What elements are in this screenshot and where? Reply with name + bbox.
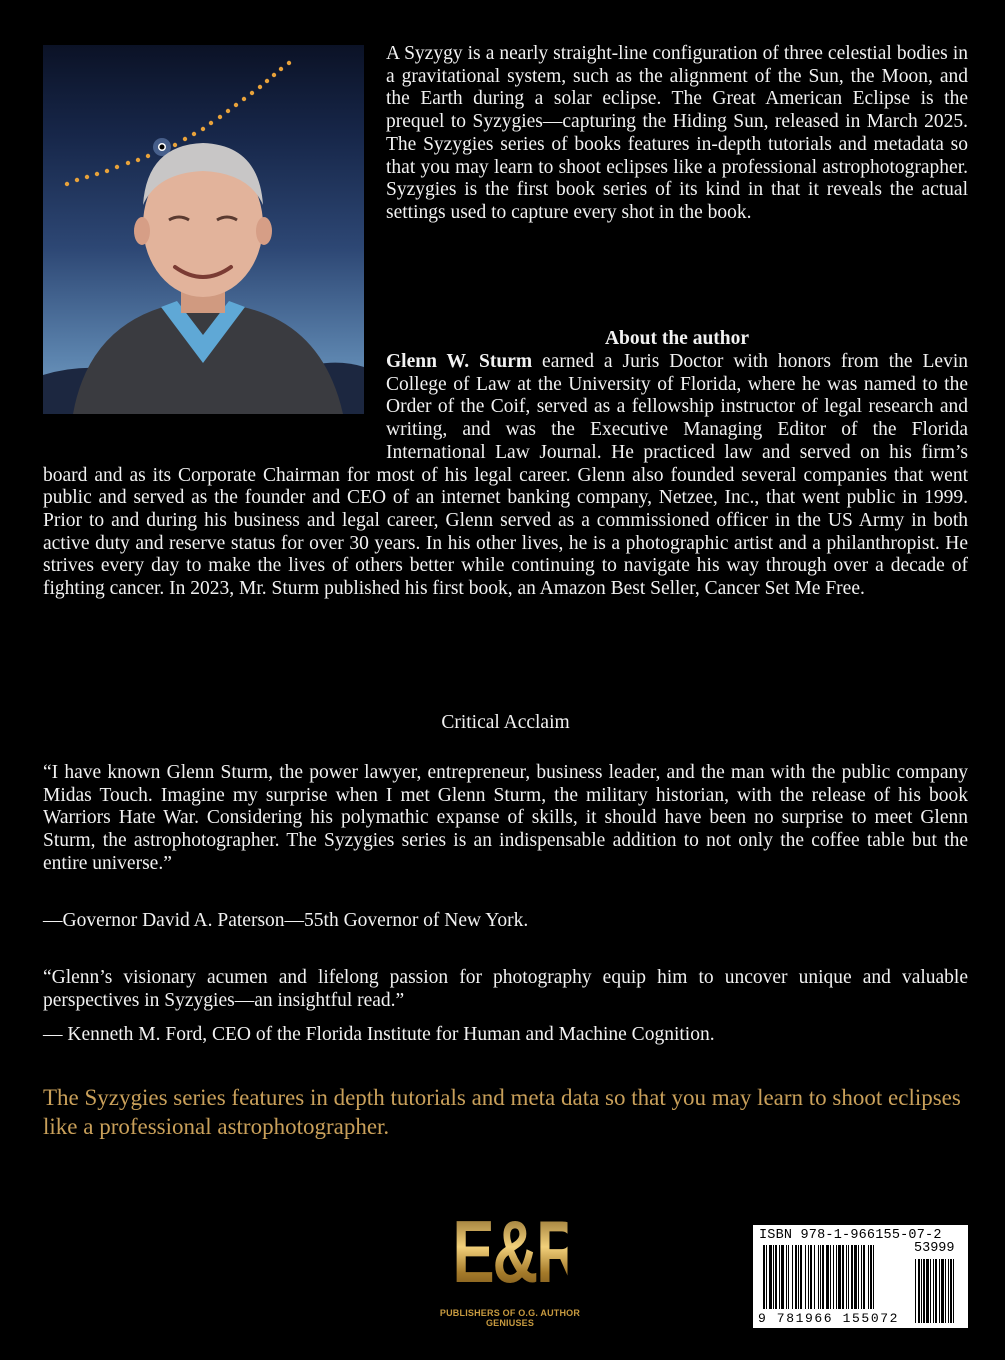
author-name: Glenn W. Sturm xyxy=(386,351,533,372)
intro-paragraph: A Syzygy is a nearly straight-line configuration of three celestial bodies in a gravitational system, such as the alignment of the Sun, the Moon, and the Earth during a solar eclipse. The Great American Eclipse is the prequel to Syzygies—capturing the Hiding Sun, released in March 2025. The Syzygies series of books features in-depth tutorials and metadata so that you may learn to shoot eclipses like a professional astrophotographer. Syzygies is the first book series of its kind in that it reveals the actual settings used to capture every shot in the book. xyxy=(386,43,968,223)
photo-wrap-spacer xyxy=(43,351,386,442)
price-code: 53999 xyxy=(914,1241,955,1256)
quote-ford: “Glenn’s visionary acumen and lifelong passion for photography equip him to uncover unique and valuable perspectives in Syzygies—an insightful read.” xyxy=(43,967,968,1011)
acclaim-heading: Critical Acclaim xyxy=(441,712,570,733)
bio-text: earned a Juris Doctor with honors from the Levin College of Law at the University of Florida, where he was named to the Order of the Coif, served as a fellowship instructor of legal research and writing, and was the Executive Managing Editor of the Florida International Law Journal. He practiced law and served on his firm’s board and as its Corporate Chairman for most of his legal career. Glenn also founded several companies that went public and served as the founder and CEO of an internet banking company, Netzee, Inc., that went public in 1999. Prior to and during his business and legal career, Glenn served as a commissioned officer in the US Army in both active duty and reserve status for over 30 years. In his other lives, he is a photographic artist and a philanthropist. He strives every day to make the lives of others better while continuing to navigate his way through over a decade of fighting cancer. In 2023, Mr. Sturm published his first book, an Amazon Best Seller, Cancer Set Me Free. xyxy=(43,351,968,600)
publisher-subtitle: PUBLISHERS OF O.G. AUTHOR GENIUSES xyxy=(439,1308,581,1328)
quote-paterson: “I have known Glenn Sturm, the power lawyer, entrepreneur, business leader, and the man with the public company Midas Touch. Imagine my surprise when I met Glenn Sturm, the military historian, with the release of his book Warriors Hate War. Considering his polymathic expanse of skills, it should have been no surprise to meet Glenn Sturm, the astrophotographer. The Syzygies series is an indispensable addition to not only the coffee table but the entire universe.” xyxy=(43,762,968,874)
quote-attribution: —Governor David A. Paterson—55th Governor of New York. xyxy=(43,910,529,931)
quote-attribution: — Kenneth M. Ford, CEO of the Florida Institute for Human and Machine Cognition. xyxy=(43,1024,715,1045)
isbn-number: ISBN 978-1-966155-07-2 xyxy=(759,1228,942,1243)
series-tagline: The Syzygies series features in depth tutorials and meta data so that you may learn to shoot eclipses like a professional astrophotographer. xyxy=(43,1085,961,1139)
isbn-barcode xyxy=(753,1225,968,1328)
about-heading: About the author xyxy=(604,328,750,349)
author-bio xyxy=(43,351,968,601)
publisher-logo xyxy=(430,1200,590,1328)
ean-digits: 9 781966 155072 xyxy=(758,1311,900,1326)
publisher-mark: E&R xyxy=(452,1200,567,1304)
